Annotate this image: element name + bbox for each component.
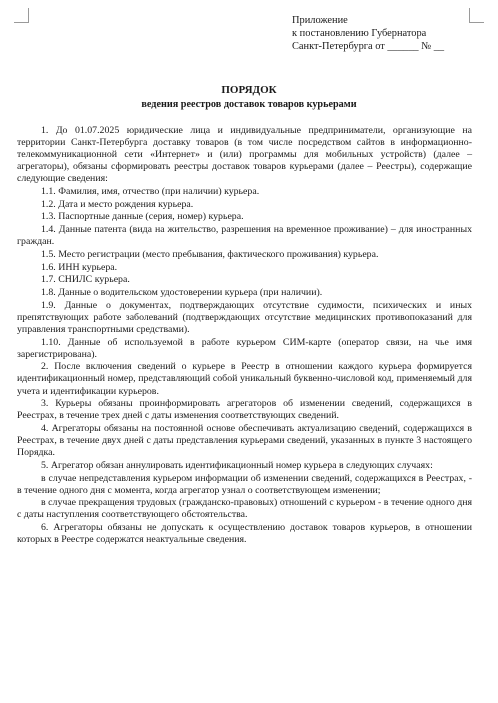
document-body [17,125,472,547]
document-title: ПОРЯДОК [221,84,277,96]
paragraph-1-9: 1.9. Данные о документах, подтверждающих отсутствие судимости, психических и иных препятствующих работе заболеваний (подтверждающих отсутствие медицинских противопоказаний для управления транспортными средствами). [17,299,472,335]
paragraph-1-7: 1.7. СНИЛС курьера. [41,274,130,286]
paragraph-3: 3. Курьеры обязаны проинформировать агрегаторов об изменении сведений, содержащихся в Реестрах, в течение трех дней с даты изменения соответствующих сведений. [17,398,472,422]
paragraph-5: 5. Агрегатор обязан аннулировать идентификационный номер курьера в следующих случаях: [41,459,433,471]
annex-line-2: к постановлению Губернатора [292,28,427,39]
paragraph-1-3: 1.3. Паспортные данные (серия, номер) курьера. [41,211,244,223]
annex-line-1: Приложение [292,15,348,26]
paragraph-6: 6. Агрегаторы обязаны не допускать к осуществлению доставок товаров курьеров, в отношении которых в Реестре содержатся неактуальные сведения. [17,522,472,546]
paragraph-1-6: 1.6. ИНН курьера. [41,261,118,273]
paragraph-1-2: 1.2. Дата и место рождения курьера. [41,198,194,210]
paragraph-1-5: 1.5. Место регистрации (место пребывания, фактического проживания) курьера. [41,248,379,260]
annex-header [292,14,492,53]
paragraph-1-1: 1.1. Фамилия, имя, отчество (при наличии) курьера. [41,186,260,198]
paragraph-2: 2. После включения сведений о курьере в Реестр в отношении каждого курьера формируется идентификационный номер, представляющий собой уникальный буквенно-числовой код, применяемый для учета и идентификации курьеров. [17,361,472,397]
paragraph-4: 4. Агрегаторы обязаны на постоянной основе обеспечивать актуализацию сведений, содержащихся в Реестрах, в течение двух дней с даты представления курьерами сведений, указанных в пункте 3 настоящего Порядка. [17,422,472,459]
paragraph-5-b: в случае прекращения трудовых (гражданско-правовых) отношений с курьером - в течение одного дня с даты наступления соответствующего обстоятельства. [17,497,472,521]
annex-line-3: Санкт-Петербурга от ______ № __ [292,41,445,52]
paragraph-1-4: 1.4. Данные патента (вида на жительство, разрешения на временное проживание) – для иностранных граждан. [17,224,472,248]
document-subtitle: ведения реестров доставок товаров курьерами [141,99,357,110]
paragraph-5-a: в случае непредставления курьером информации об изменении сведений, содержащихся в Реестрах, - в течение одного дня с момента, когда агрегатор узнал о соответствующем изменении; [17,472,472,496]
paragraph-1: 1. До 01.07.2025 юридические лица и индивидуальные предприниматели, организующие на территории Санкт-Петербурга доставку товаров (в том числе посредством сайтов в информационно-телекоммуникационной сети «Интернет» и (или) программы для мобильных устройств) (далее – агрегаторы), обязаны сформировать реестры доставок товаров курьерами (далее – Реестры), содержащие следующие сведения: [17,125,472,185]
page-corner-mark-left [14,8,29,23]
paragraph-1-8: 1.8. Данные о водительском удостоверении курьера (при наличии). [41,286,323,298]
paragraph-1-10: 1.10. Данные об используемой в работе курьером СИМ-карте (оператор связи, на чье имя зарегистрирована). [17,336,472,360]
